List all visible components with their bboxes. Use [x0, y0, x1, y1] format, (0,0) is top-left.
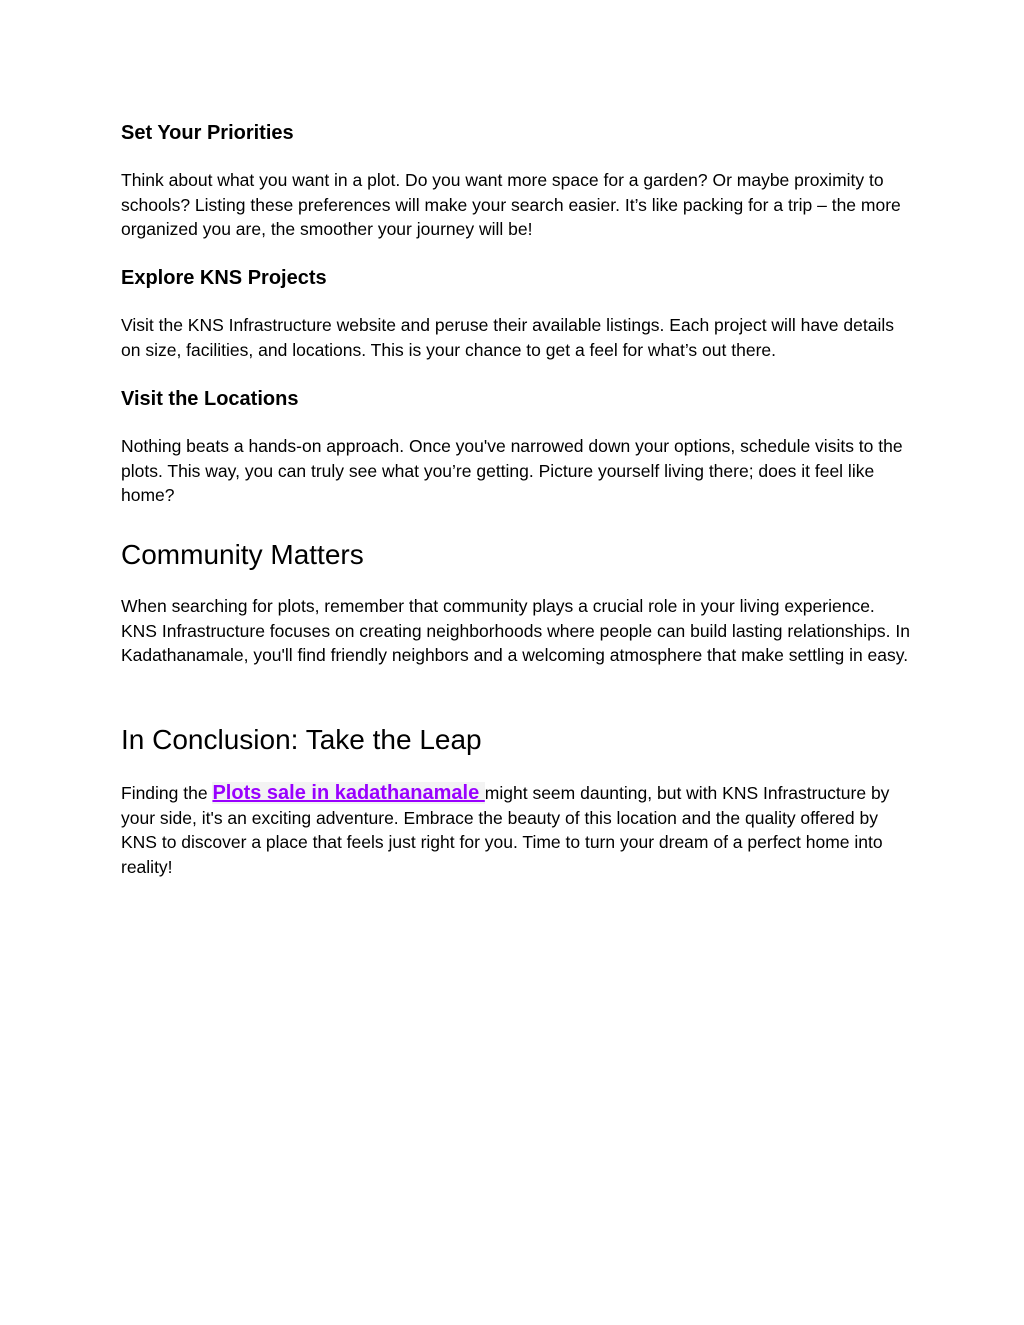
paragraph-set-your-priorities: Think about what you want in a plot. Do you want more space for a garden? Or maybe proximity to schools? Listing these preferences will make your search easier. It’s like packing for a trip – the more organized you are, the smoother your journey will be!: [121, 170, 901, 239]
heading-visit-the-locations: Visit the Locations: [121, 388, 299, 410]
heading-explore-kns-projects: Explore KNS Projects: [121, 267, 327, 289]
heading-community-matters: Community Matters: [121, 539, 364, 570]
plots-sale-link[interactable]: Plots sale in kadathanamale: [212, 782, 485, 804]
conclusion-text-prefix: Finding the: [121, 783, 213, 803]
paragraph-visit-the-locations: Nothing beats a hands-on approach. Once you've narrowed down your options, schedule visits to the plots. This way, you can truly see what you’re getting. Picture yourself living there; does it feel like home?: [121, 436, 903, 505]
paragraph-community-matters: When searching for plots, remember that community plays a crucial role in your living experience. KNS Infrastructure focuses on creating neighborhoods where people can build lasting relationships. In Kadathanamale, you'll find friendly neighbors and a welcoming atmosphere that make settling in easy.: [121, 596, 910, 665]
paragraph-explore-kns-projects: Visit the KNS Infrastructure website and peruse their available listings. Each project will have details on size, facilities, and locations. This is your chance to get a feel for what’s out there.: [121, 315, 894, 360]
heading-set-your-priorities: Set Your Priorities: [121, 122, 294, 144]
heading-in-conclusion: In Conclusion: Take the Leap: [121, 724, 482, 755]
paragraph-conclusion: [121, 781, 911, 879]
conclusion-text-suffix: might seem daunting, but with KNS Infrastructure by your side, it's an exciting adventure. Embrace the beauty of this location and the quality offered by KNS to discover a place that feels just right for you. Time to turn your dream of a perfect home into reality!: [121, 783, 890, 877]
